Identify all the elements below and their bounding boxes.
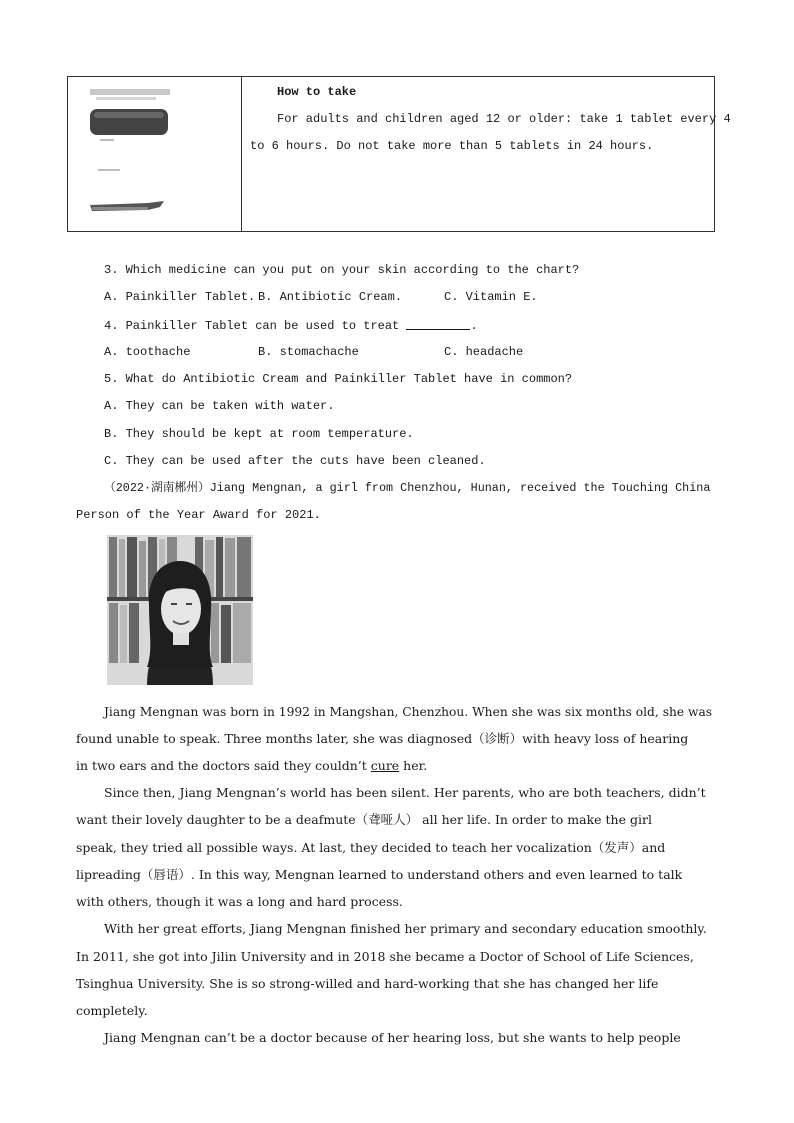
p1-line1-text: Jiang Mengnan was born in 1992 in Mangshan, Chenzhou. When she was six months old, she was: [104, 705, 713, 719]
p1-line2: [76, 731, 718, 747]
question-3-option-c: C. Vitamin E.: [444, 290, 538, 304]
p1-line1: [104, 704, 718, 720]
p2-line2: [76, 812, 718, 828]
how-to-take-line1: For adults and children aged 12 or older: take 1 tablet every 4: [277, 112, 731, 126]
how-to-take-cell: [242, 77, 731, 231]
medicine-tube-image: [68, 77, 241, 233]
medicine-photo-cell: [68, 77, 241, 231]
p4-line1: [104, 1030, 718, 1046]
p2-line2-text: want their lovely daughter to be a deafmute（聋哑人） all her life. In order to make the girl: [76, 812, 652, 827]
question-5-stem: 5. What do Antibiotic Cream and Painkiller Tablet have in common?: [104, 372, 573, 386]
question-5-option-c: C. They can be used after the cuts have been cleaned.: [104, 454, 486, 468]
question-4-option-b: B. stomachache: [258, 345, 359, 359]
question-4-stem-text: 4. Painkiller Tablet can be used to treat: [104, 319, 400, 333]
p2-line4: [76, 867, 718, 883]
p3-line3: [76, 976, 714, 992]
p2-line4-text: lipreading（唇语）. In this way, Mengnan learned to understand others and even learned to talk: [76, 867, 683, 882]
p2-line3: [76, 840, 726, 856]
question-3-option-a: A. Painkiller Tablet.: [104, 290, 256, 304]
question-3-option-b: B. Antibiotic Cream.: [258, 290, 403, 304]
passage-intro-line2: Person of the Year Award for 2021.: [76, 508, 321, 522]
word-cure-underlined: cure: [370, 758, 400, 773]
jiang-mengnan-photo: [107, 535, 253, 685]
p2-line5: with others, though it was a long and hard process.: [76, 894, 403, 909]
p2-line1-text: Since then, Jiang Mengnan’s world has been silent. Her parents, who are both teachers, didn’t: [104, 785, 706, 800]
question-5-option-a: A. They can be taken with water.: [104, 399, 335, 413]
how-to-take-heading: How to take: [277, 85, 357, 99]
question-4-option-c: C. headache: [444, 345, 524, 359]
passage-intro-line1: [104, 480, 718, 496]
question-5-option-b: B. They should be kept at room temperature.: [104, 427, 414, 441]
how-to-take-line2: to 6 hours. Do not take more than 5 tablets in 24 hours.: [250, 139, 654, 153]
question-3-stem: 3. Which medicine can you put on your skin according to the chart?: [104, 263, 580, 277]
question-4-blank: [406, 317, 470, 330]
question-4-stem: [104, 317, 478, 334]
p2-line1: [104, 785, 718, 801]
p3-line1-text: With her great efforts, Jiang Mengnan finished her primary and secondary education smoothly.: [104, 921, 707, 936]
p3-line4: completely.: [76, 1003, 148, 1018]
p1-line3-text: in two ears and the doctors said they couldn’t: [76, 758, 371, 773]
p1-line2-text: found unable to speak. Three months later, she was diagnosed（诊断）with heavy loss of hearing: [76, 731, 689, 746]
question-4-option-a: A. toothache: [104, 345, 191, 359]
p3-line1: [104, 921, 714, 937]
passage-intro-text: （2022·湖南郴州）Jiang Mengnan, a girl from Chenzhou, Hunan, received the Touching China: [104, 481, 711, 495]
p4-line1-text: Jiang Mengnan can’t be a doctor because of her hearing loss, but she wants to help people: [104, 1030, 681, 1045]
medicine-table: [67, 76, 731, 232]
p3-line2-text: In 2011, she got into Jilin University and in 2018 she became a Doctor of School of Life Sciences,: [76, 949, 694, 964]
p1-line3: [76, 758, 427, 774]
question-4-stem-end: .: [470, 319, 478, 333]
p3-line3-text: Tsinghua University. She is so strong-willed and hard-working that she has changed her life: [76, 976, 659, 991]
p2-line3-text: speak, they tried all possible ways. At last, they decided to teach her vocalization（发声）and: [76, 840, 666, 855]
p3-line2: [76, 949, 714, 965]
p1-line3-end: her.: [399, 758, 428, 773]
